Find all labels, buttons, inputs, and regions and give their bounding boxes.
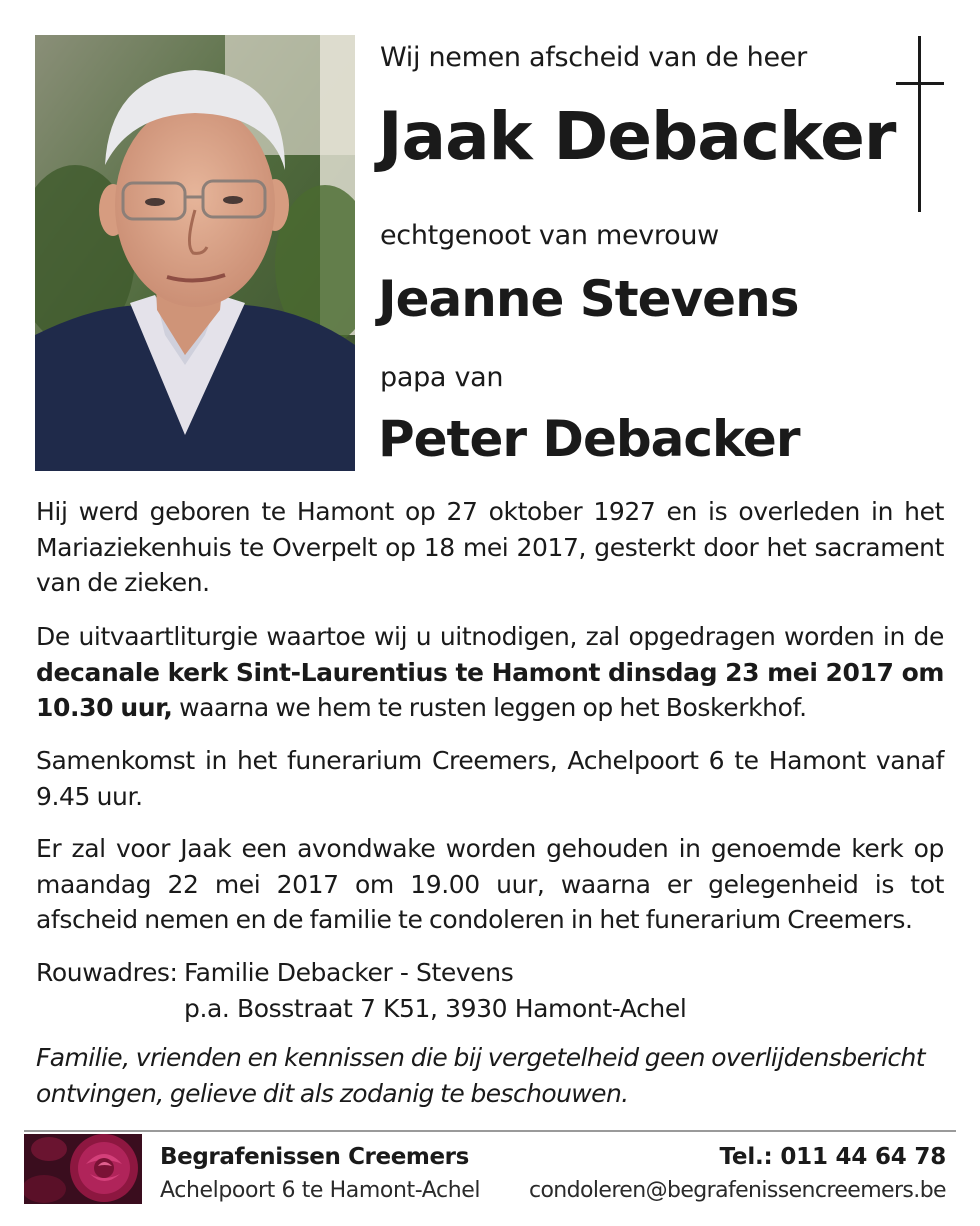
address-label: Rouwadres: bbox=[36, 958, 178, 987]
child-name: Peter Debacker bbox=[378, 410, 800, 468]
paragraph-funeral bbox=[36, 619, 944, 726]
rose-image bbox=[24, 1134, 142, 1204]
company-address: Achelpoort 6 te Hamont-Achel bbox=[160, 1178, 481, 1203]
company-name: Begrafenissen Creemers bbox=[160, 1144, 469, 1170]
paragraph-text: Er zal voor Jaak een avondwake worden gehouden in genoemde kerk op maandag 22 mei 2017 om 19.00 uur, waarna er gelegenheid is tot afscheid nemen en de familie te condoleren in het funerarium Creemers. bbox=[36, 834, 944, 934]
cross-icon bbox=[896, 36, 944, 212]
spouse-intro: echtgenoot van mevrouw bbox=[380, 220, 719, 251]
funeral-details: decanale kerk Sint-Laurentius te Hamont dinsdag 23 mei 2017 om 10.30 uur, bbox=[36, 657, 944, 722]
funeral-text-start: De uitvaartliturgie waartoe wij u uitnodigen, zal opgedragen worden in de bbox=[36, 622, 944, 651]
paragraph-text: Hij werd geboren te Hamont op 27 oktober 1927 en is overleden in het Mariaziekenhuis te Overpelt op 18 mei 2017, gesterkt door het sacrament van de zieken. bbox=[36, 497, 944, 597]
paragraph-gathering bbox=[36, 743, 944, 814]
notice-note: Familie, vrienden en kennissen die bij vergetelheid geen overlijdensbericht ontvingen, gelieve dit als zodanig te beschouwen. bbox=[36, 1043, 926, 1108]
spouse-name: Jeanne Stevens bbox=[378, 270, 799, 328]
paragraph-birth-death bbox=[36, 494, 944, 601]
funeral-text-end: waarna we hem te rusten leggen op het Boskerkhof. bbox=[172, 693, 807, 722]
address-line-2: p.a. Bosstraat 7 K51, 3930 Hamont-Achel bbox=[184, 994, 687, 1023]
mourning-address bbox=[36, 955, 686, 1027]
company-email[interactable]: condoleren@begrafenissencreemers.be bbox=[528, 1178, 946, 1203]
deceased-name: Jaak Debacker bbox=[378, 98, 896, 175]
intro-line: Wij nemen afscheid van de heer bbox=[380, 42, 807, 73]
company-phone: Tel.: 011 44 64 78 bbox=[719, 1144, 946, 1170]
footer-divider bbox=[24, 1130, 956, 1132]
paragraph-wake bbox=[36, 831, 944, 938]
paragraph-text: Samenkomst in het funerarium Creemers, Achelpoort 6 te Hamont vanaf 9.45 uur. bbox=[36, 746, 944, 811]
child-intro: papa van bbox=[380, 362, 504, 393]
address-line-1: Familie Debacker - Stevens bbox=[184, 958, 514, 987]
portrait-photo bbox=[35, 35, 355, 471]
